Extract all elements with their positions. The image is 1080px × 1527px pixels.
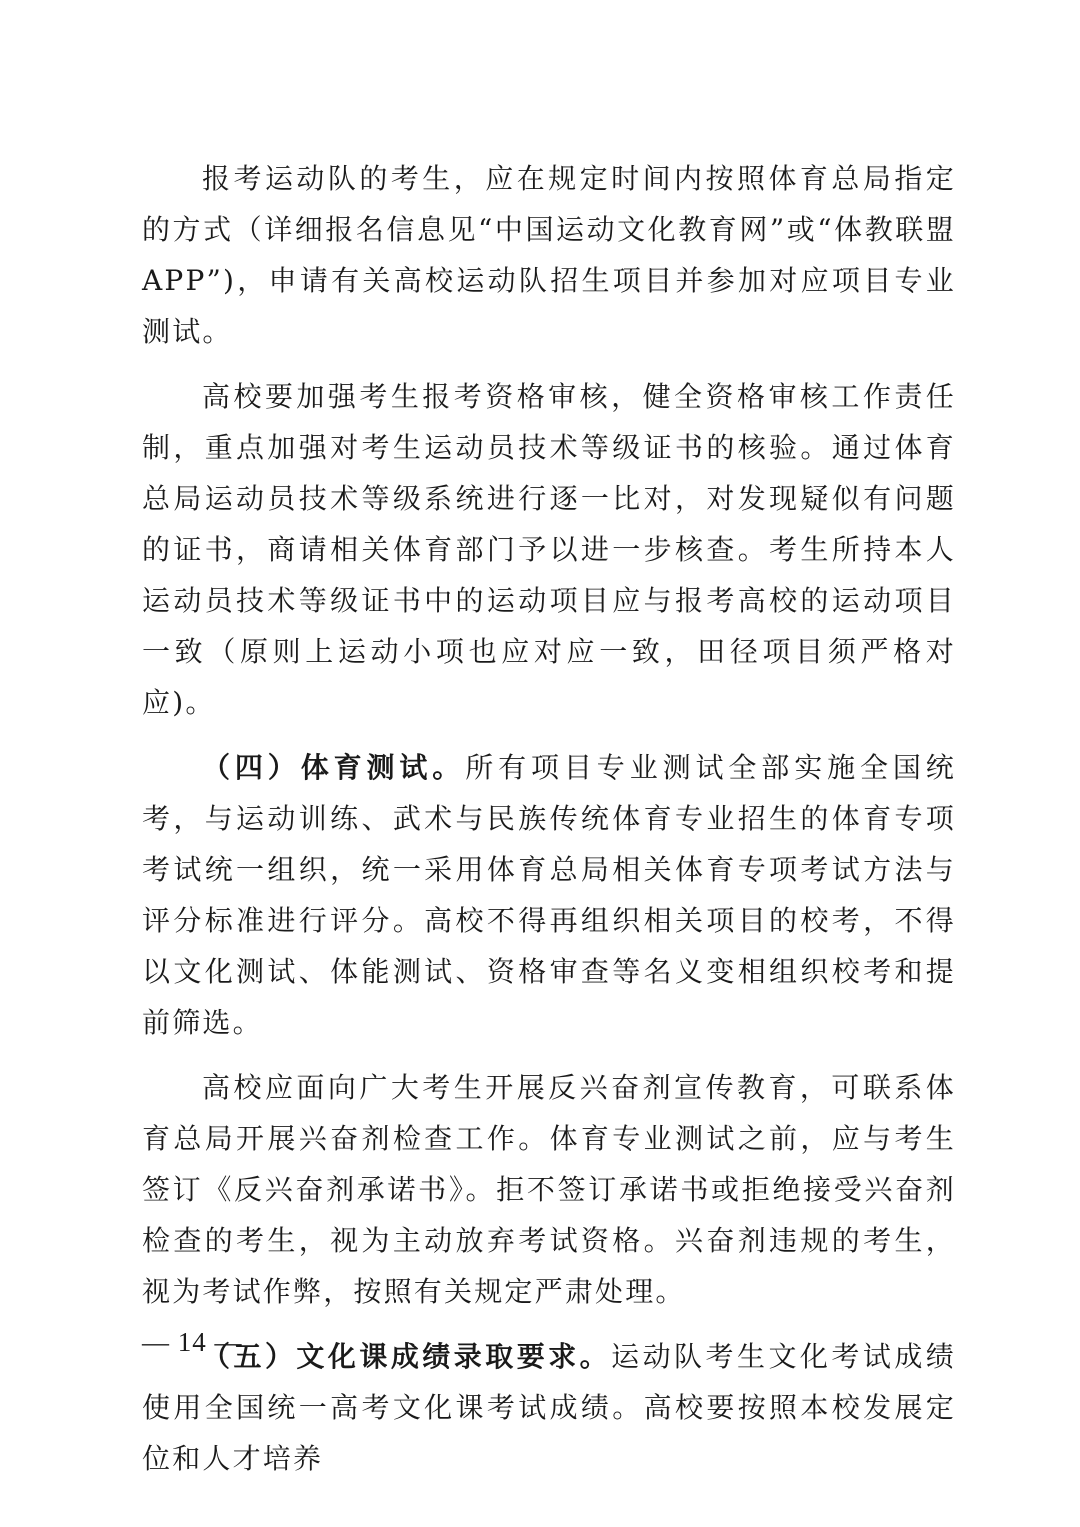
paragraph-text: 高校应面向广大考生开展反兴奋剂宣传教育，可联系体育总局开展兴奋剂检查工作。体育专业测试之前，应与考生签订《反兴奋剂承诺书》。拒不签订承诺书或拒绝接受兴奋剂检查的考生，视为主动放弃考试资格。兴奋剂违规的考生，视为考试作弊，按照有关规定严肃处理。 <box>142 1071 956 1308</box>
section-heading-academic-scores: （五）文化课成绩录取要求。 <box>202 1340 612 1373</box>
document-body <box>142 153 956 1484</box>
paragraph-text: 高校要加强考生报考资格审核，健全资格审核工作责任制，重点加强对考生运动员技术等级证书的核验。通过体育总局运动员技术等级系统进行逐一比对，对发现疑似有问题的证书，商请相关体育部门予以进一步核查。考生所持本人运动员技术等级证书中的运动项目应与报考高校的运动项目一致（原则上运动小项也应对应一致，田径项目须严格对应)。 <box>142 380 956 719</box>
paragraph-academic-scores <box>142 1331 956 1484</box>
page-number: — 14 — <box>142 1327 243 1357</box>
paragraph-qualification-review <box>142 371 956 728</box>
paragraph-anti-doping <box>142 1062 956 1317</box>
paragraph-registration <box>142 153 956 357</box>
paragraph-text: 报考运动队的考生，应在规定时间内按照体育总局指定的方式（详细报名信息见“中国运动文化教育网”或“体教联盟APP”)，申请有关高校运动队招生项目并参加对应项目专业测试。 <box>142 162 956 348</box>
section-heading-sports-test: （四）体育测试。 <box>202 751 466 784</box>
paragraph-sports-test <box>142 742 956 1048</box>
paragraph-text: 运动队考生文化考试成绩使用全国统一高考文化课考试成绩。高校要按照本校发展定位和人才培养 <box>142 1340 957 1475</box>
paragraph-text: 所有项目专业测试全部实施全国统考，与运动训练、武术与民族传统体育专业招生的体育专项考试统一组织，统一采用体育总局相关体育专项考试方法与评分标准进行评分。高校不得再组织相关项目的校考，不得以文化测试、体能测试、资格审查等名义变相组织校考和提前筛选。 <box>142 751 956 1039</box>
